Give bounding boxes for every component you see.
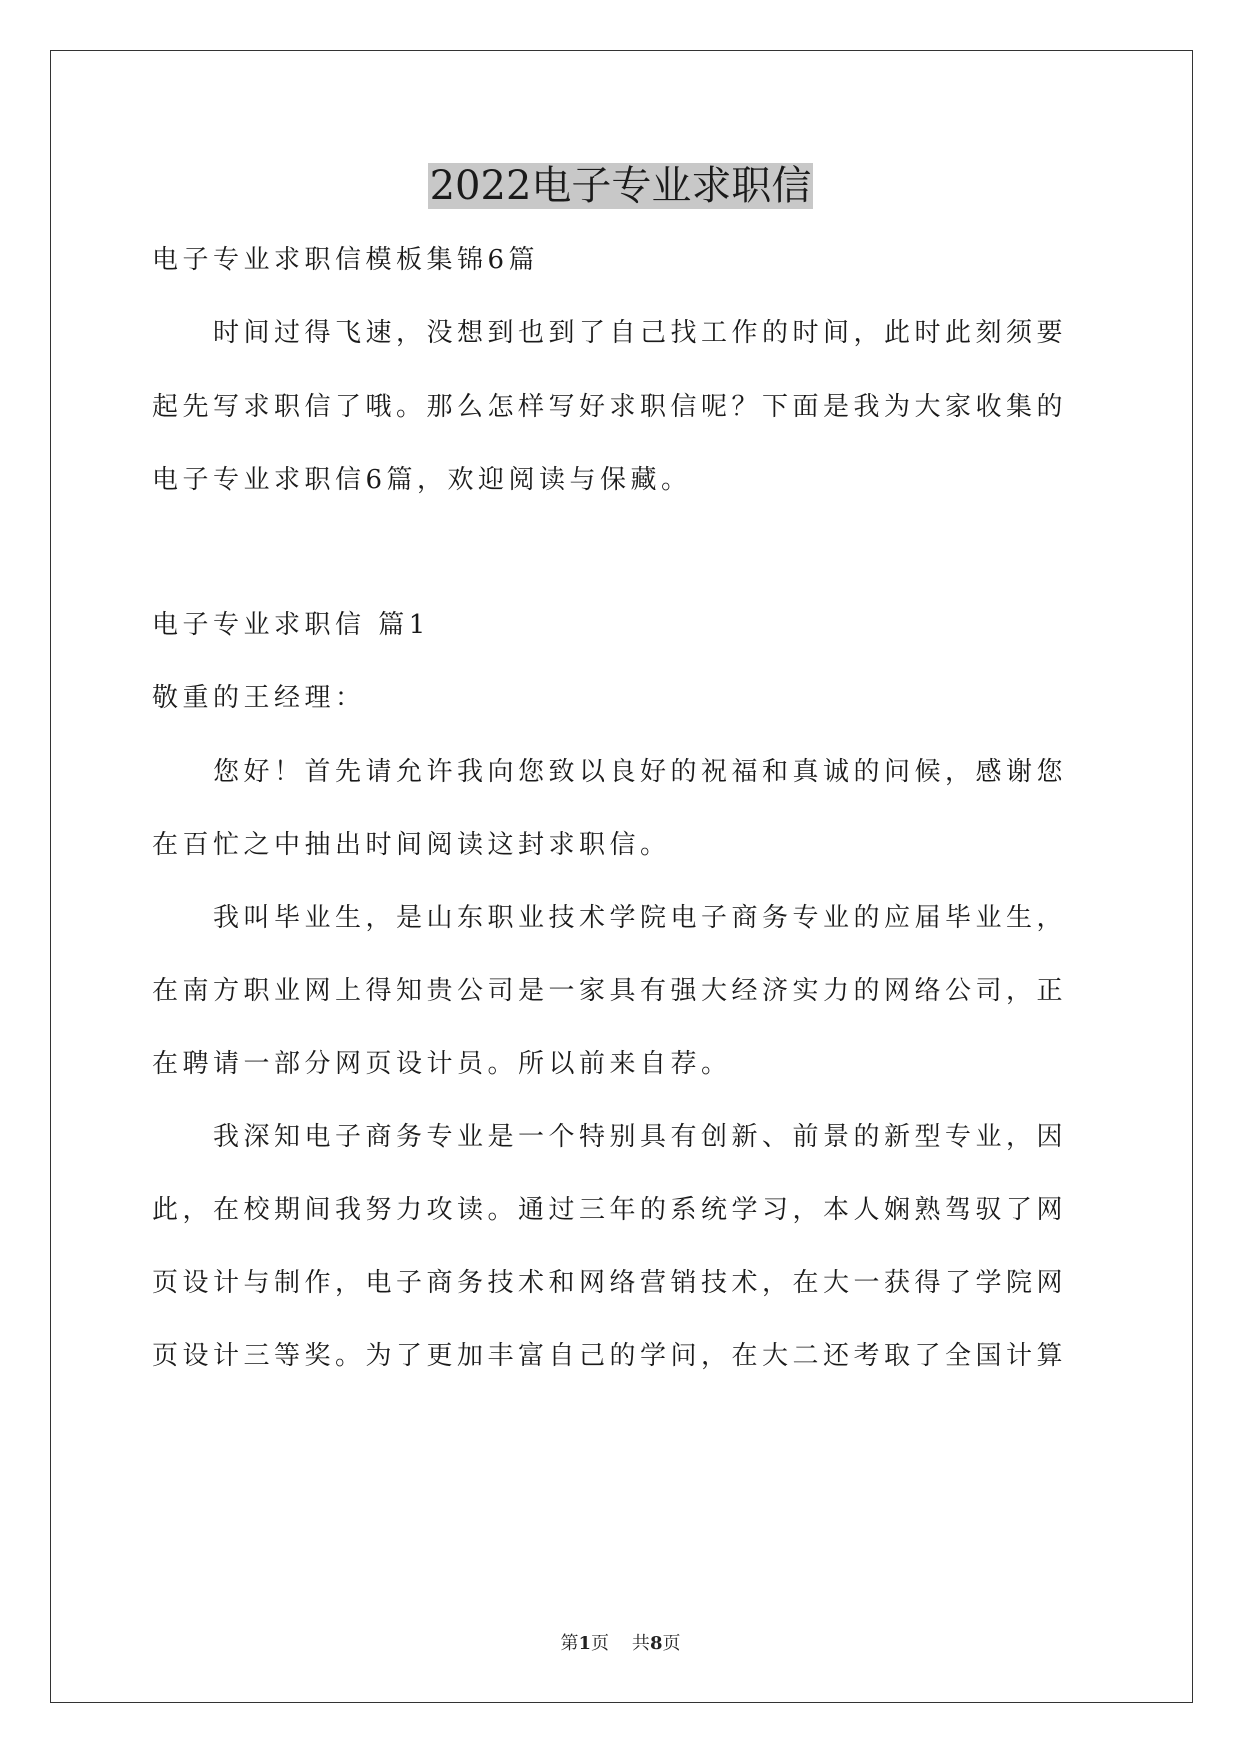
paragraph-line: 在聘请一部分网页设计员。所以前来自荐。 xyxy=(152,1049,732,1079)
paragraph-line: 您好！首先请允许我向您致以良好的祝福和真诚的问候，感谢您 xyxy=(213,757,1068,787)
paragraph-line: 页设计三等奖。为了更加丰富自己的学问，在大二还考取了全国计算 xyxy=(152,1341,1068,1371)
salutation-line: 敬重的王经理： xyxy=(152,683,366,713)
paragraph-line: 我深知电子商务专业是一个特别具有创新、前景的新型专业，因 xyxy=(213,1122,1068,1152)
page-footer xyxy=(0,1632,1241,1656)
paragraph-line: 电子专业求职信6篇，欢迎阅读与保藏。 xyxy=(152,465,692,495)
page-border xyxy=(50,50,1193,1703)
paragraph-line: 在百忙之中抽出时间阅读这封求职信。 xyxy=(152,830,671,860)
paragraph-line: 在南方职业网上得知贵公司是一家具有强大经济实力的网络公司，正 xyxy=(152,976,1068,1006)
section-heading: 电子专业求职信 篇1 xyxy=(152,610,430,640)
footer-suffix: 页 xyxy=(662,1633,681,1654)
title-text: 2022电子专业求职信 xyxy=(429,163,812,209)
subtitle-line: 电子专业求职信模板集锦6篇 xyxy=(152,245,540,275)
paragraph-line: 时间过得飞速，没想到也到了自己找工作的时间，此时此刻须要 xyxy=(213,318,1068,348)
footer-mid: 页 共 xyxy=(591,1633,650,1654)
paragraph-line: 此，在校期间我努力攻读。通过三年的系统学习，本人娴熟驾驭了网 xyxy=(152,1195,1068,1225)
document-title xyxy=(0,158,1241,214)
paragraph-line: 我叫毕业生，是山东职业技术学院电子商务专业的应届毕业生， xyxy=(213,903,1068,933)
total-page-number: 8 xyxy=(649,1633,663,1654)
paragraph-line: 起先写求职信了哦。那么怎样写好求职信呢？下面是我为大家收集的 xyxy=(152,392,1068,422)
paragraph-line: 页设计与制作，电子商务技术和网络营销技术，在大一获得了学院网 xyxy=(152,1268,1068,1298)
footer-prefix: 第 xyxy=(560,1633,579,1654)
current-page-number: 1 xyxy=(578,1633,592,1654)
